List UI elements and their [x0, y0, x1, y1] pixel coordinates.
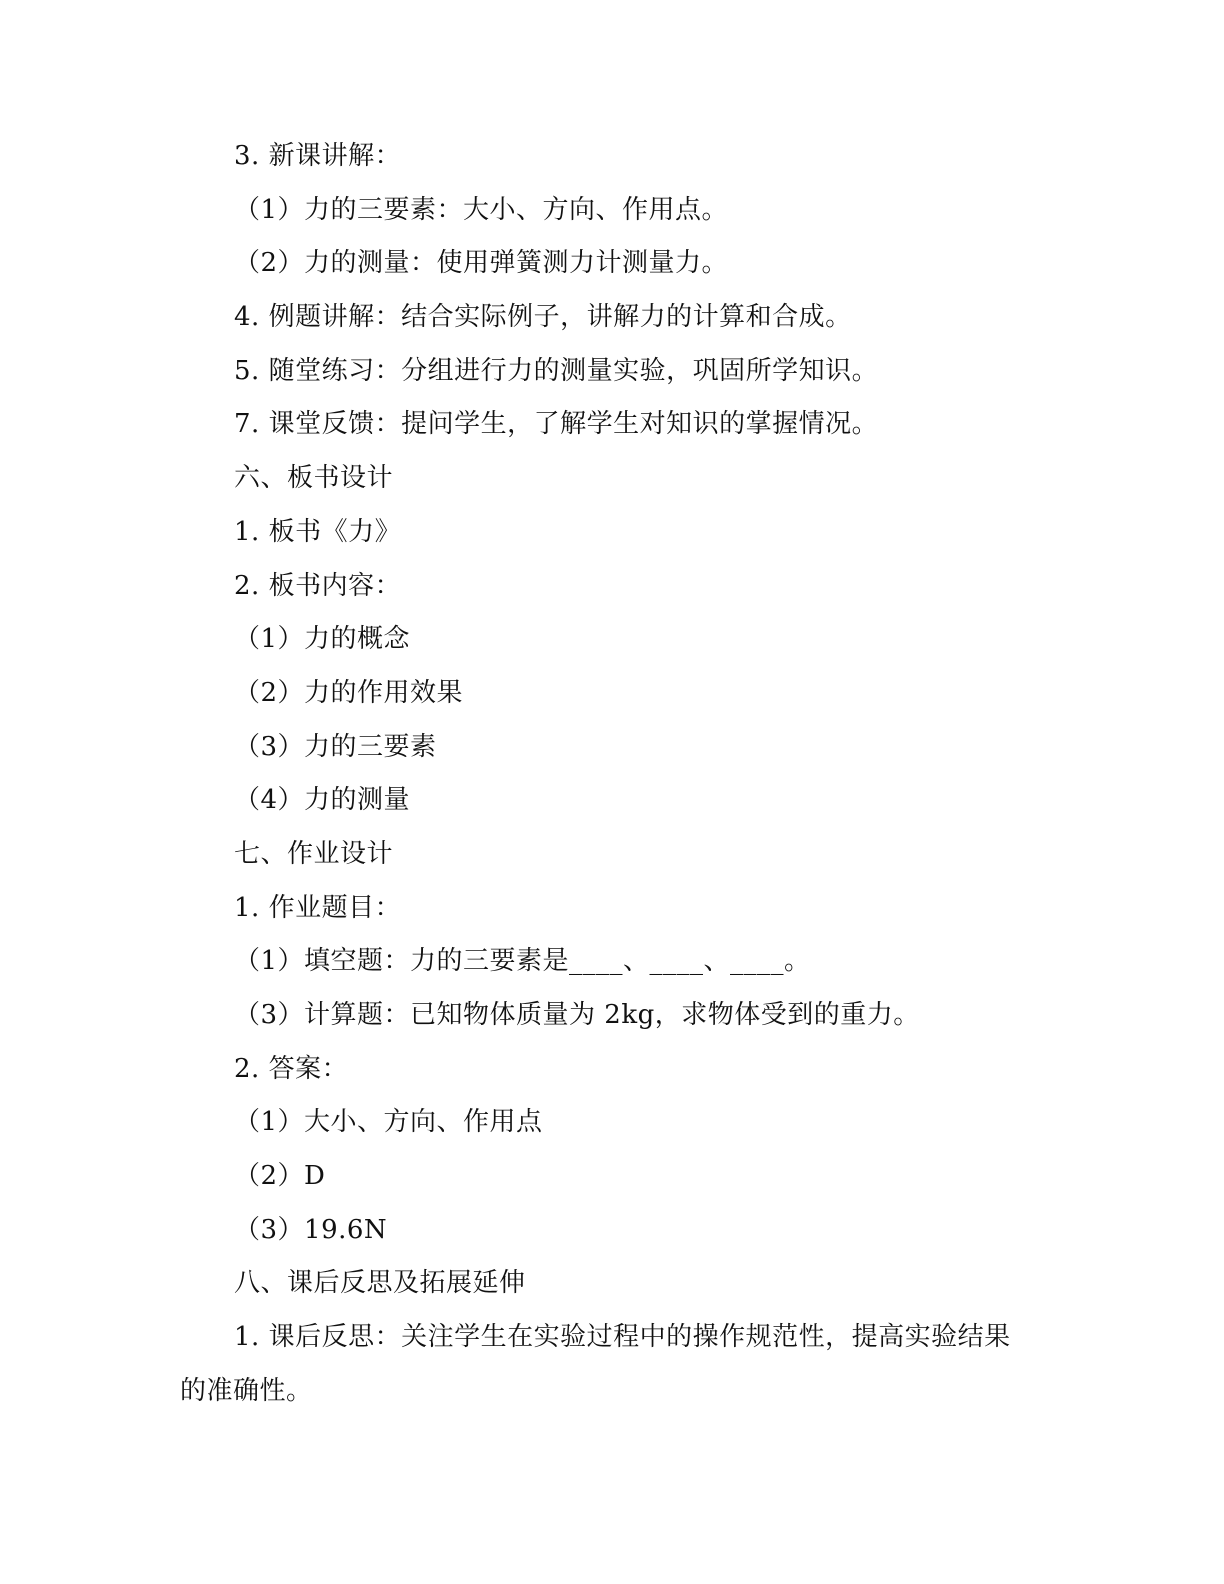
question-fill-in-blank: （1）填空题：力的三要素是____、____、____。 — [234, 946, 811, 977]
reflection-paragraph: 1. 课后反思：关注学生在实验过程中的操作规范性，提高实验结果的准确性。 — [180, 1322, 1011, 1406]
heading-reflection: 八、课后反思及拓展延伸 — [234, 1268, 526, 1299]
heading-blackboard-design: 六、板书设计 — [234, 463, 394, 494]
sub-item-measurement-board: （4）力的测量 — [234, 785, 411, 816]
sub-item-force-measurement: （2）力的测量：使用弹簧测力计测量力。 — [234, 248, 729, 279]
sub-item-concept: （1）力的概念 — [234, 624, 411, 655]
section-item-4-examples: 4. 例题讲解：结合实际例子，讲解力的计算和合成。 — [234, 302, 852, 333]
heading-homework-design: 七、作业设计 — [234, 838, 394, 869]
document-body — [180, 130, 1040, 1419]
section-item-7-feedback: 7. 课堂反馈：提问学生，了解学生对知识的掌握情况。 — [234, 409, 879, 440]
answer-3: （3）19.6N — [234, 1214, 388, 1245]
answer-2: （2）D — [234, 1161, 326, 1192]
answer-1: （1）大小、方向、作用点 — [234, 1107, 543, 1138]
item-blackboard-content: 2. 板书内容： — [234, 570, 402, 601]
item-blackboard-title: 1. 板书《力》 — [234, 516, 402, 547]
section-item-5-practice: 5. 随堂练习：分组进行力的测量实验，巩固所学知识。 — [234, 355, 879, 386]
item-homework-questions: 1. 作业题目： — [234, 892, 402, 923]
question-calculation: （3）计算题：已知物体质量为 2kg，求物体受到的重力。 — [234, 1000, 920, 1030]
sub-item-effects: （2）力的作用效果 — [234, 677, 464, 708]
sub-item-three-elements: （1）力的三要素：大小、方向、作用点。 — [234, 194, 729, 225]
item-answers: 2. 答案： — [234, 1053, 349, 1084]
section-item-3-new-lesson: 3. 新课讲解： — [234, 141, 402, 171]
sub-item-three-elements-board: （3）力的三要素 — [234, 731, 437, 762]
